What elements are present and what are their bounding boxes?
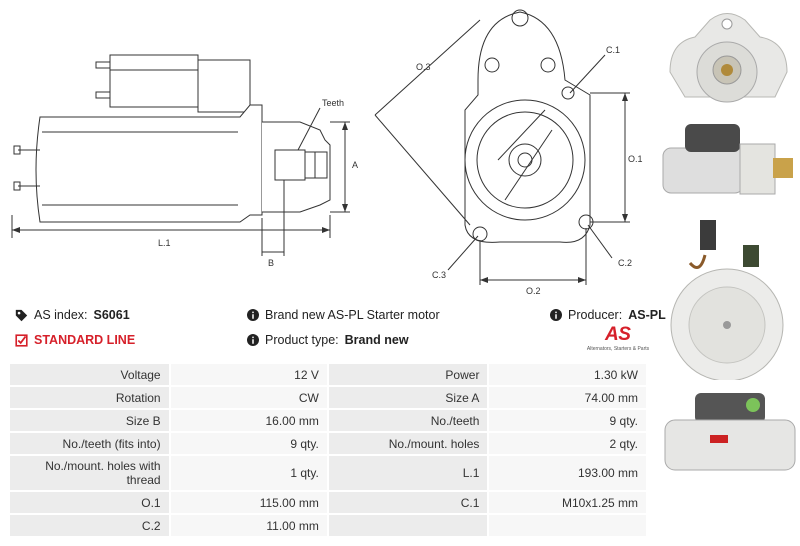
spec-label: Voltage bbox=[10, 364, 169, 385]
spec-label: No./mount. holes with thread bbox=[10, 456, 169, 490]
spec-label: No./teeth (fits into) bbox=[10, 433, 169, 454]
table-row bbox=[10, 410, 646, 431]
logo-tagline: Alternators, Starters & Parts bbox=[586, 346, 650, 352]
spec-label: L.1 bbox=[329, 456, 488, 490]
logo-mark: AS bbox=[605, 324, 631, 345]
spec-value: 12 V bbox=[171, 364, 327, 385]
label-teeth: Teeth bbox=[322, 98, 345, 108]
info-circle-icon bbox=[247, 334, 259, 346]
spec-label bbox=[329, 515, 488, 536]
product-photos bbox=[655, 0, 800, 546]
check-square-icon bbox=[15, 334, 28, 347]
motor-body bbox=[36, 105, 262, 222]
producer-label: Producer: bbox=[568, 308, 623, 322]
spec-label: O.1 bbox=[10, 492, 169, 513]
spec-label: Power bbox=[329, 364, 488, 385]
product-info bbox=[15, 306, 666, 354]
as-index-label: AS index: bbox=[34, 308, 88, 322]
label-o1: O.1 bbox=[628, 154, 643, 164]
spec-value: M10x1.25 mm bbox=[489, 492, 646, 513]
photo-front-view bbox=[655, 2, 800, 112]
info-circle-icon bbox=[247, 309, 259, 321]
label-o2: O.2 bbox=[526, 286, 541, 296]
table-row bbox=[10, 492, 646, 513]
table-row bbox=[10, 456, 646, 490]
table-row bbox=[10, 515, 646, 536]
spec-value: 193.00 mm bbox=[489, 456, 646, 490]
spec-label: No./teeth bbox=[329, 410, 488, 431]
spec-value: 1.30 kW bbox=[489, 364, 646, 385]
spec-label: Size B bbox=[10, 410, 169, 431]
spec-value: 16.00 mm bbox=[171, 410, 327, 431]
label-c2: C.2 bbox=[618, 258, 633, 268]
label-l1: L.1 bbox=[158, 238, 171, 248]
spec-label: C.2 bbox=[10, 515, 169, 536]
producer-value: AS-PL bbox=[628, 308, 666, 322]
standard-line-label: STANDARD LINE bbox=[34, 333, 136, 347]
solenoid-body bbox=[110, 55, 198, 107]
product-type-label: Product type: bbox=[265, 333, 339, 347]
table-row bbox=[10, 364, 646, 385]
photo-angle-view bbox=[655, 385, 800, 480]
tag-icon bbox=[15, 309, 28, 322]
spec-label: Rotation bbox=[10, 387, 169, 408]
spec-label: Size A bbox=[329, 387, 488, 408]
as-index-row bbox=[15, 308, 130, 322]
as-pl-logo bbox=[583, 324, 653, 356]
technical-drawing bbox=[0, 0, 650, 300]
label-c1: C.1 bbox=[606, 45, 621, 55]
specs-table bbox=[8, 362, 648, 538]
table-row bbox=[10, 433, 646, 454]
standard-line-row bbox=[15, 333, 135, 347]
spec-value: 115.00 mm bbox=[171, 492, 327, 513]
description-row bbox=[247, 308, 440, 322]
spec-value: 9 qty. bbox=[171, 433, 327, 454]
spec-label: C.1 bbox=[329, 492, 488, 513]
description-text: Brand new AS-PL Starter motor bbox=[265, 308, 440, 322]
label-b: B bbox=[268, 258, 275, 268]
spec-label: No./mount. holes bbox=[329, 433, 488, 454]
spec-value: 1 qty. bbox=[171, 456, 327, 490]
spec-value: 74.00 mm bbox=[489, 387, 646, 408]
spec-value bbox=[489, 515, 646, 536]
product-type-value: Brand new bbox=[344, 333, 409, 347]
photo-rear-view bbox=[655, 215, 800, 380]
label-a: A bbox=[352, 160, 359, 170]
spec-value: CW bbox=[171, 387, 327, 408]
producer-row bbox=[550, 308, 666, 322]
as-index-value: S6061 bbox=[93, 308, 130, 322]
spec-value: 2 qty. bbox=[489, 433, 646, 454]
info-circle-icon bbox=[550, 309, 562, 321]
spec-value: 9 qty. bbox=[489, 410, 646, 431]
table-row bbox=[10, 387, 646, 408]
product-type-row bbox=[247, 333, 409, 347]
label-c3: C.3 bbox=[432, 270, 447, 280]
label-o3: O.3 bbox=[416, 62, 431, 72]
photo-side-view bbox=[655, 118, 800, 198]
spec-value: 11.00 mm bbox=[171, 515, 327, 536]
